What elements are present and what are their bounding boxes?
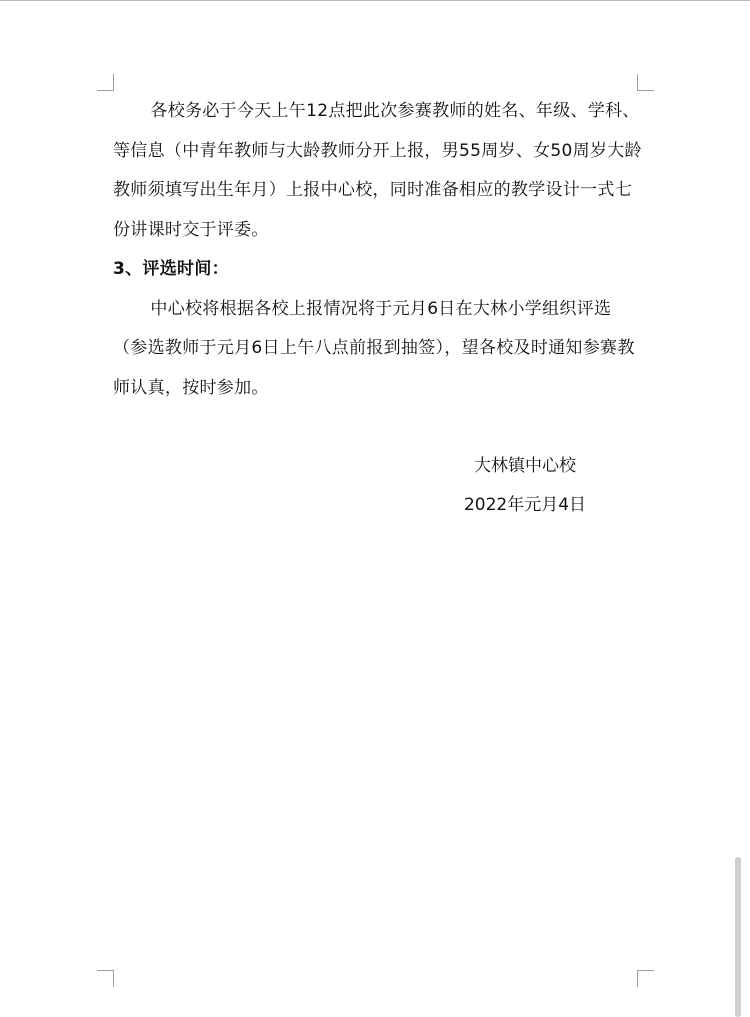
signature-organization: 大林镇中心校 — [474, 456, 576, 476]
margin-corner-mark-top-left — [97, 74, 114, 91]
vertical-scrollbar[interactable] — [735, 857, 741, 1017]
document-body — [113, 92, 645, 408]
paragraph-submission-instructions: 各校务必于今天上午12点把此次参赛教师的姓名、年级、学科、等信息（中青年教师与大龄教师分开上报，男55周岁、女50周岁大龄教师须填写出生年月）上报中心校，同时准备相应的教学设计一式七份讲课时交于评委。 — [113, 101, 642, 240]
paragraph-selection-details: 中心校将根据各校上报情况将于元月6日在大林小学组织评选（参选教师于元月6日上午八点前报到抽签），望各校及时通知参赛教师认真，按时参加。 — [113, 298, 635, 398]
margin-corner-mark-top-right — [637, 74, 654, 91]
section-heading-selection-time: 3、评选时间： — [113, 259, 229, 279]
signature-date: 2022年元月4日 — [463, 495, 587, 515]
margin-corner-mark-bottom-left — [97, 970, 114, 987]
margin-corner-mark-bottom-right — [637, 970, 654, 987]
